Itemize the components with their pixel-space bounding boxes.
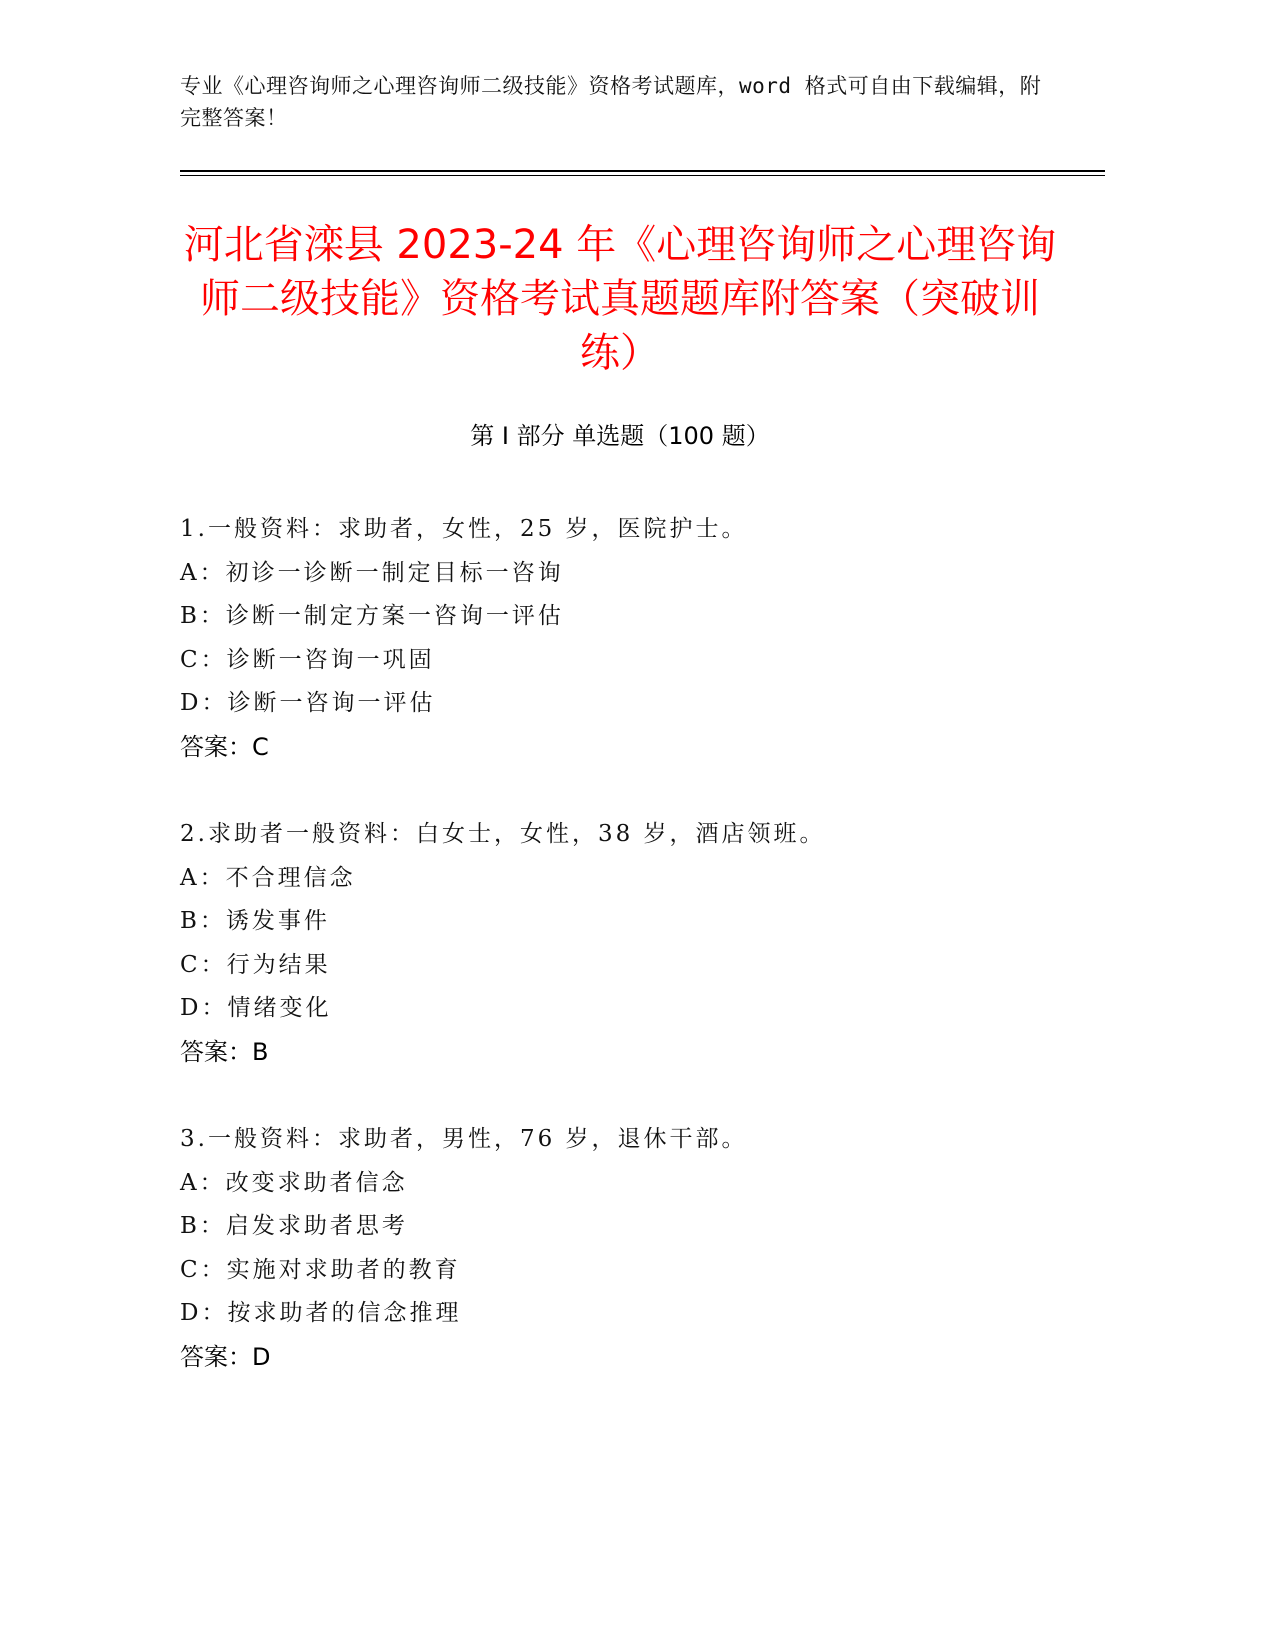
header-rule-thin <box>180 175 1105 176</box>
option-b: B：诱发事件 <box>180 908 330 934</box>
option-d: D：诊断一咨询一评估 <box>180 690 436 716</box>
option-c: C：行为结果 <box>180 951 331 978</box>
section-title: 第 I 部分 单选题（100 题） <box>470 422 770 450</box>
option-b: B：启发求助者思考 <box>180 1213 408 1239</box>
option-a: A：改变求助者信念 <box>180 1169 408 1196</box>
option-a: A：不合理信念 <box>180 864 356 891</box>
question-stem: 2.求助者一般资料：白女士，女性，38 岁，酒店领班。 <box>180 821 826 847</box>
question-stem: 1.一般资料：求助者，女性，25 岁，医院护士。 <box>180 516 748 542</box>
option-d: D：按求助者的信念推理 <box>180 1300 462 1326</box>
question-3 <box>180 1118 1080 1379</box>
question-stem: 3.一般资料：求助者，男性，76 岁，退休干部。 <box>180 1126 748 1152</box>
question-1 <box>180 508 1080 769</box>
answer: 答案：C <box>180 732 269 761</box>
option-c: C：实施对求助者的教育 <box>180 1256 461 1283</box>
answer: 答案：B <box>180 1037 269 1066</box>
option-b: B：诊断一制定方案一咨询一评估 <box>180 603 564 629</box>
option-d: D：情绪变化 <box>180 995 332 1021</box>
question-list <box>180 508 1080 1423</box>
header-rule-thick <box>180 170 1105 172</box>
answer: 答案：D <box>180 1342 271 1371</box>
header-note: 专业《心理咨询师之心理咨询师二级技能》资格考试题库，word 格式可自由下载编辑，附完整答案！ <box>180 74 1042 130</box>
question-2 <box>180 813 1080 1074</box>
option-c: C：诊断一咨询一巩固 <box>180 646 435 673</box>
document-title: 河北省滦县 2023-24 年《心理咨询师之心理咨询师二级技能》资格考试真题题库附答案（突破训练） <box>183 222 1057 376</box>
option-a: A：初诊一诊断一制定目标一咨询 <box>180 559 564 586</box>
